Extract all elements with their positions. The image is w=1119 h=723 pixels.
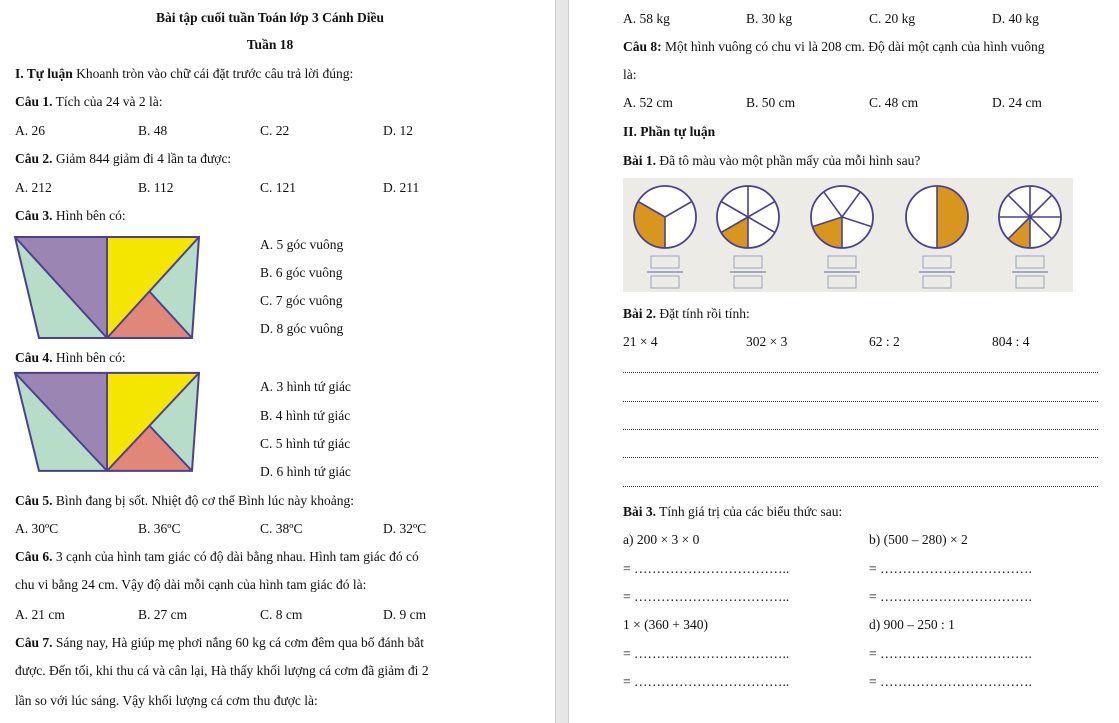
q1-option-c[interactable]: C. 22 — [260, 123, 290, 138]
ex3-answer-blank[interactable]: = …………………………….. — [623, 674, 790, 689]
q4-option-b[interactable]: B. 4 hình tứ giác — [260, 408, 351, 423]
ex3-expr-b: b) (500 – 280) × 2 — [869, 532, 968, 547]
ex3-expr-d: d) 900 – 250 : 1 — [869, 617, 955, 632]
q8-text: Câu 8: Một hình vuông có chu vi là 208 cm. Độ dài một cạnh của hình vuông — [623, 39, 1045, 54]
q6-text: Câu 6. 3 cạnh của hình tam giác có độ dài bằng nhau. Hình tam giác đó có — [15, 549, 419, 564]
ex3-answer-blank[interactable]: = …………………………….. — [623, 646, 790, 661]
numerator-box — [1016, 256, 1044, 268]
q1-option-b[interactable]: B. 48 — [138, 123, 168, 138]
ex3-answer-blank[interactable]: = ……………………………. — [869, 674, 1032, 689]
q3-option-d[interactable]: D. 8 góc vuông — [260, 321, 344, 336]
denominator-box — [923, 276, 951, 288]
q7-option-c[interactable]: C. 20 kg — [869, 11, 916, 26]
answer-line[interactable] — [623, 486, 1098, 487]
tangram-figure-2 — [15, 373, 199, 471]
q7-text-line2: được. Đến tối, khi thu cá và cân lại, Hà thấy khối lượng cá cơm đã giảm đi 2 — [15, 663, 429, 678]
answer-line[interactable] — [623, 429, 1098, 430]
part1-heading: I. Tự luận Khoanh tròn vào chữ cái đặt trước câu trả lời đúng: — [15, 66, 354, 81]
numerator-box — [828, 256, 856, 268]
denominator-box — [651, 276, 679, 288]
part2-heading: II. Phần tự luận — [623, 124, 716, 139]
shaded-sector — [937, 186, 968, 248]
q2-option-c[interactable]: C. 121 — [260, 180, 297, 195]
q8-option-b[interactable]: B. 50 cm — [746, 95, 796, 110]
q3-text: Câu 3. Hình bên có: — [15, 208, 126, 223]
q8-option-a[interactable]: A. 52 cm — [623, 95, 673, 110]
q5-option-d[interactable]: D. 32ºC — [383, 521, 427, 536]
denominator-box — [828, 276, 856, 288]
q6-option-a[interactable]: A. 21 cm — [15, 607, 65, 622]
answer-line[interactable] — [623, 372, 1098, 373]
page-gap — [555, 0, 569, 723]
fraction-circles-image — [623, 178, 1073, 292]
tangram-figure-1 — [15, 237, 199, 338]
q5-option-c[interactable]: C. 38ºC — [260, 521, 303, 536]
answer-line[interactable] — [623, 401, 1098, 402]
ex2-item-1: 21 × 4 — [623, 334, 658, 349]
q6-option-c[interactable]: C. 8 cm — [260, 607, 303, 622]
q7-option-b[interactable]: B. 30 kg — [746, 11, 793, 26]
numerator-box — [734, 256, 762, 268]
q6-option-b[interactable]: B. 27 cm — [138, 607, 188, 622]
q6-option-d[interactable]: D. 9 cm — [383, 607, 427, 622]
ex3-answer-blank[interactable]: = …………………………….. — [623, 561, 790, 576]
q6-text-line2: chu vi bằng 24 cm. Vậy độ dài mỗi cạnh của hình tam giác đó là: — [15, 577, 367, 592]
q3-option-b[interactable]: B. 6 góc vuông — [260, 265, 343, 280]
q2-text: Câu 2. Giảm 844 giảm đi 4 lần ta được: — [15, 151, 232, 166]
ex3-expr-c: 1 × (360 + 340) — [623, 617, 708, 632]
q5-text: Câu 5. Bình đang bị sốt. Nhiệt độ cơ thể Bình lúc này khoảng: — [15, 493, 354, 508]
ex2-item-3: 62 : 2 — [869, 334, 900, 349]
denominator-box — [1016, 276, 1044, 288]
numerator-box — [651, 256, 679, 268]
q4-option-c[interactable]: C. 5 hình tứ giác — [260, 436, 351, 451]
answer-line[interactable] — [623, 457, 1098, 458]
q4-text: Câu 4. Hình bên có: — [15, 350, 126, 365]
q8-option-c[interactable]: C. 48 cm — [869, 95, 919, 110]
q3-option-a[interactable]: A. 5 góc vuông — [260, 237, 344, 252]
q2-option-a[interactable]: A. 212 — [15, 180, 52, 195]
q4-option-a[interactable]: A. 3 hình tứ giác — [260, 379, 351, 394]
numerator-box — [923, 256, 951, 268]
ex3-text: Bài 3. Tính giá trị của các biểu thức sau: — [623, 504, 843, 519]
q1-option-d[interactable]: D. 12 — [383, 123, 413, 138]
q7-text: Câu 7. Sáng nay, Hà giúp mẹ phơi nắng 60 kg cá cơm đêm qua bố đánh bắt — [15, 635, 424, 650]
q2-option-b[interactable]: B. 112 — [138, 180, 174, 195]
ex3-answer-blank[interactable]: = ……………………………. — [869, 589, 1032, 604]
q7-option-d[interactable]: D. 40 kg — [992, 11, 1039, 26]
q5-option-a[interactable]: A. 30ºC — [15, 521, 59, 536]
doc-title: Bài tập cuối tuần Toán lớp 3 Cánh Diều — [155, 10, 385, 25]
ex2-item-2: 302 × 3 — [746, 334, 788, 349]
q8-option-d[interactable]: D. 24 cm — [992, 95, 1042, 110]
ex2-item-4: 804 : 4 — [992, 334, 1030, 349]
ex2-text: Bài 2. Đặt tính rồi tính: — [623, 306, 750, 321]
ex3-answer-blank[interactable]: = ……………………………. — [869, 646, 1032, 661]
fraction-circles — [623, 178, 1073, 292]
ex3-answer-blank[interactable]: = ……………………………. — [869, 561, 1032, 576]
q5-option-b[interactable]: B. 36ºC — [138, 521, 181, 536]
q7-text-line3: lần so với lúc sáng. Vậy khối lượng cá cơm thu được là: — [15, 693, 318, 708]
doc-week: Tuần 18 — [246, 37, 294, 52]
ex3-answer-blank[interactable]: = …………………………….. — [623, 589, 790, 604]
q1-text: Câu 1. Tích của 24 và 2 là: — [15, 94, 163, 109]
denominator-box — [734, 276, 762, 288]
q8-text-line2: là: — [623, 67, 637, 82]
ex3-expr-a: a) 200 × 3 × 0 — [623, 532, 700, 547]
q1-option-a[interactable]: A. 26 — [15, 123, 45, 138]
q4-option-d[interactable]: D. 6 hình tứ giác — [260, 464, 351, 479]
q7-option-a[interactable]: A. 58 kg — [623, 11, 670, 26]
q2-option-d[interactable]: D. 211 — [383, 180, 420, 195]
ex1-text: Bài 1. Đã tô màu vào một phần mấy của mỗi hình sau? — [623, 153, 921, 168]
q3-option-c[interactable]: C. 7 góc vuông — [260, 293, 343, 308]
